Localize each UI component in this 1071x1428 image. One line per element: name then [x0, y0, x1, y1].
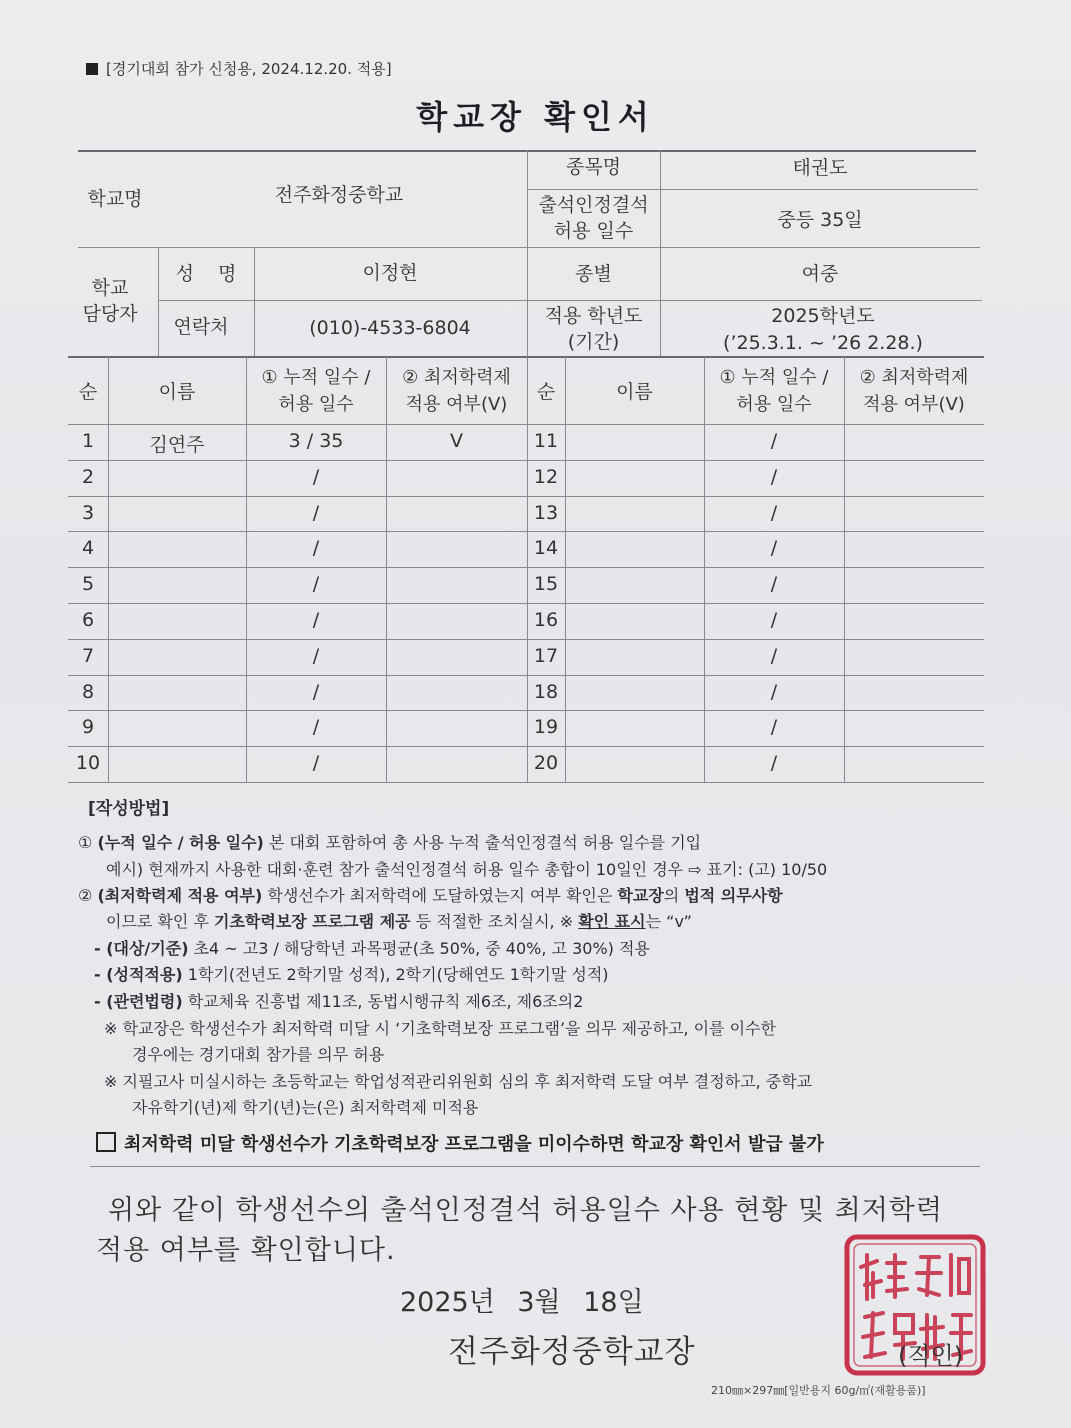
- row-number: 15: [533, 573, 559, 596]
- row-days: /: [770, 501, 778, 524]
- method-line-9: 경우에는 경기대회 참가를 의무 허용: [132, 1045, 385, 1064]
- contact-label: 연락처: [173, 316, 229, 338]
- row-days: /: [770, 680, 778, 703]
- method-line-8: ※ 학교장은 학생선수가 최저학력 미달 시 ‘기초학력보장 프로그램’을 의무 제공하고, 이를 이수한: [104, 1019, 776, 1038]
- row-divider: [68, 567, 984, 568]
- method-l4-text2: 등 적절한 조치실시, ※: [410, 912, 579, 931]
- row-days: /: [770, 609, 778, 631]
- row-number: 1: [81, 430, 95, 452]
- paper-spec: 210㎜×297㎜[일반용지 60g/㎡(재활용품)]: [711, 1384, 926, 1397]
- method-line-3: [78, 883, 783, 909]
- row-number: 8: [81, 680, 95, 703]
- header-days-right-1: ① 누적 일수 /: [719, 367, 829, 388]
- category-value: 여중: [801, 263, 839, 285]
- year-value-1: 2025학년도: [771, 305, 875, 327]
- row-days: /: [770, 430, 778, 452]
- row-days: 3 / 35: [288, 430, 344, 452]
- school-label: 학교명: [87, 188, 143, 210]
- row-number: 5: [81, 573, 95, 596]
- row-days: /: [312, 716, 320, 739]
- method-l7-bold: - (관련법령): [94, 992, 183, 1011]
- row-days: /: [312, 644, 320, 667]
- method-l4-bold: 기초학력보장 프로그램 제공: [214, 912, 411, 931]
- method-header: [작성방법]: [88, 799, 170, 819]
- row-number: 11: [533, 430, 559, 452]
- top-note: [86, 58, 392, 79]
- top-note-text: [경기대회 참가 신청용, 2024.12.20. 적용]: [106, 60, 392, 78]
- method-l3-text2: 의: [663, 886, 685, 905]
- method-l6-text: 1학기(전년도 2학기말 성적), 2학기(당해연도 1학기말 성적): [182, 965, 609, 984]
- row-number: 4: [81, 537, 95, 560]
- row-days: /: [312, 573, 320, 596]
- row-divider: [68, 639, 984, 640]
- issue-date: 2025년 3월 18일: [400, 1287, 644, 1318]
- row-number: 16: [533, 609, 559, 631]
- confirm-line-1: 위와 같이 학생선수의 출석인정결석 허용일수 사용 현황 및 최저학력: [108, 1195, 943, 1226]
- row-number: 7: [81, 644, 95, 667]
- row-days: /: [770, 573, 778, 596]
- row-divider: [68, 746, 984, 747]
- method-l1-text: 본 대회 포함하여 총 사용 누적 출석인정결석 허용 일수를 기입: [263, 833, 702, 852]
- school-value: 전주화정중학교: [274, 184, 404, 206]
- sport-label: 종목명: [565, 156, 622, 178]
- method-l4-text: 이므로 확인 후: [106, 912, 214, 931]
- method-l5-bold: - (대상/기준): [94, 939, 189, 958]
- page-title: 학교장 확인서: [416, 98, 655, 136]
- method-l3-bold: (최저학력제 적용 여부): [97, 886, 263, 905]
- method-line-5: [94, 936, 650, 962]
- row-number: 19: [533, 716, 559, 739]
- notice-box-icon: [96, 1132, 116, 1152]
- student-grid: [68, 357, 984, 783]
- row-number: 12: [533, 465, 559, 488]
- method-line-2: 예시) 현재까지 사용한 대회·훈련 참가 출석인정결석 허용 일수 총합이 10일인 경우 ⇨ 표기: (고) 10/50: [106, 860, 828, 879]
- year-label-1: 적용 학년도: [544, 305, 643, 327]
- principal-signature: 전주화정중학교장: [448, 1334, 696, 1370]
- row-divider: [68, 603, 984, 604]
- row-days: /: [312, 537, 320, 560]
- row-days: /: [770, 465, 778, 488]
- method-l5-text: 초4 ~ 고3 / 해당학년 과목평균(초 50%, 중 40%, 고 30%) 적용: [188, 939, 650, 958]
- header-check-right-1: ② 최저학력제: [859, 367, 969, 388]
- method-l3-text: 학생선수가 최저학력에 도달하였는지 여부 확인은: [262, 886, 618, 905]
- row-number: 14: [533, 537, 559, 560]
- method-l1-num: ①: [78, 833, 93, 852]
- row-days: /: [770, 537, 778, 560]
- header-no-left: 순: [78, 381, 98, 403]
- method-line-11: 자유학기(년)제 학기(년)는(은) 최저학력제 미적용: [132, 1098, 479, 1117]
- contact-value: (010)-4533-6804: [309, 317, 471, 339]
- header-no-right: 순: [536, 381, 556, 403]
- notice-line: [96, 1130, 824, 1156]
- manager-label-2: 담당자: [82, 303, 138, 325]
- row-number: 9: [81, 716, 95, 739]
- notice-text-1: 최저학력 미달 학생선수가 기초학력보장 프로그램을 미이수하면: [124, 1134, 632, 1155]
- sport-value: 태권도: [792, 157, 848, 179]
- name-value: 이정현: [362, 262, 418, 284]
- method-l7-text: 학교체육 진흥법 제11조, 동법시행규칙 제6조, 제6조의2: [182, 992, 584, 1011]
- method-line-7: [94, 989, 583, 1015]
- name-label: 성 명: [175, 263, 237, 285]
- row-number: 20: [533, 752, 559, 775]
- header-name-right: 이름: [616, 381, 653, 403]
- year-label-2: (기간): [567, 331, 620, 353]
- row-number: 10: [75, 752, 101, 775]
- row-number: 6: [81, 609, 95, 631]
- category-label: 종별: [575, 263, 612, 285]
- row-days: /: [770, 752, 778, 775]
- row-days: /: [312, 501, 320, 524]
- row-divider: [68, 531, 984, 532]
- row-number: 2: [81, 465, 95, 488]
- row-days: /: [770, 644, 778, 667]
- header-days-left-2: 허용 일수: [278, 394, 354, 415]
- method-line-10: ※ 지필고사 미실시하는 초등학교는 학업성적관리위원회 심의 후 최저학력 도달 여부 결정하고, 중학교: [104, 1072, 813, 1091]
- row-number: 3: [81, 501, 95, 524]
- header-days-right-2: 허용 일수: [736, 394, 812, 415]
- row-divider: [68, 496, 984, 497]
- allowed-days-label-1: 출석인정결석: [538, 194, 649, 216]
- row-number: 17: [533, 644, 559, 667]
- row-divider: [68, 675, 984, 676]
- row-number: 13: [533, 501, 559, 524]
- year-value-2: (’25.3.1. ~ ’26 2.28.): [723, 332, 923, 354]
- row-days: /: [312, 609, 320, 631]
- notice-text-2: 학교장 확인서 발급 불가: [631, 1134, 824, 1155]
- allowed-days-value: 중등 35일: [777, 209, 863, 231]
- header-check-right-2: 적용 여부(V): [863, 394, 965, 415]
- row-divider: [68, 710, 984, 711]
- method-l3-num: ②: [78, 886, 93, 905]
- header-check-left-1: ② 최저학력제: [402, 367, 511, 388]
- row-days: /: [312, 465, 320, 488]
- method-l6-bold: - (성적적용): [94, 965, 183, 984]
- method-l4-bold2: 확인 표시: [578, 912, 646, 931]
- seal-label: (직인): [898, 1342, 964, 1370]
- method-l3-bold3: 법적 의무사항: [684, 886, 783, 905]
- header-name-left: 이름: [158, 381, 196, 403]
- square-bullet-icon: [86, 63, 98, 75]
- method-line-1: [78, 830, 701, 856]
- row-divider: [68, 460, 984, 461]
- confirm-line-2: 적용 여부를 확인합니다.: [96, 1235, 396, 1266]
- method-line-4: [106, 909, 692, 935]
- header-check-left-2: 적용 여부(V): [405, 394, 508, 415]
- allowed-days-label-2: 허용 일수: [553, 220, 634, 242]
- row-days: /: [770, 716, 778, 739]
- manager-label-1: 학교: [91, 277, 129, 299]
- method-l4-text3: 는 “v”: [645, 912, 692, 931]
- row-check: V: [450, 430, 463, 452]
- row-days: /: [312, 680, 320, 703]
- row-days: /: [312, 752, 320, 775]
- header-days-left-1: ① 누적 일수 /: [261, 367, 371, 388]
- row-number: 18: [533, 680, 559, 703]
- row-name: 김연주: [149, 434, 205, 456]
- method-l1-bold: (누적 일수 / 허용 일수): [97, 833, 264, 852]
- method-line-6: [94, 962, 609, 988]
- method-l3-bold2: 학교장: [617, 886, 664, 905]
